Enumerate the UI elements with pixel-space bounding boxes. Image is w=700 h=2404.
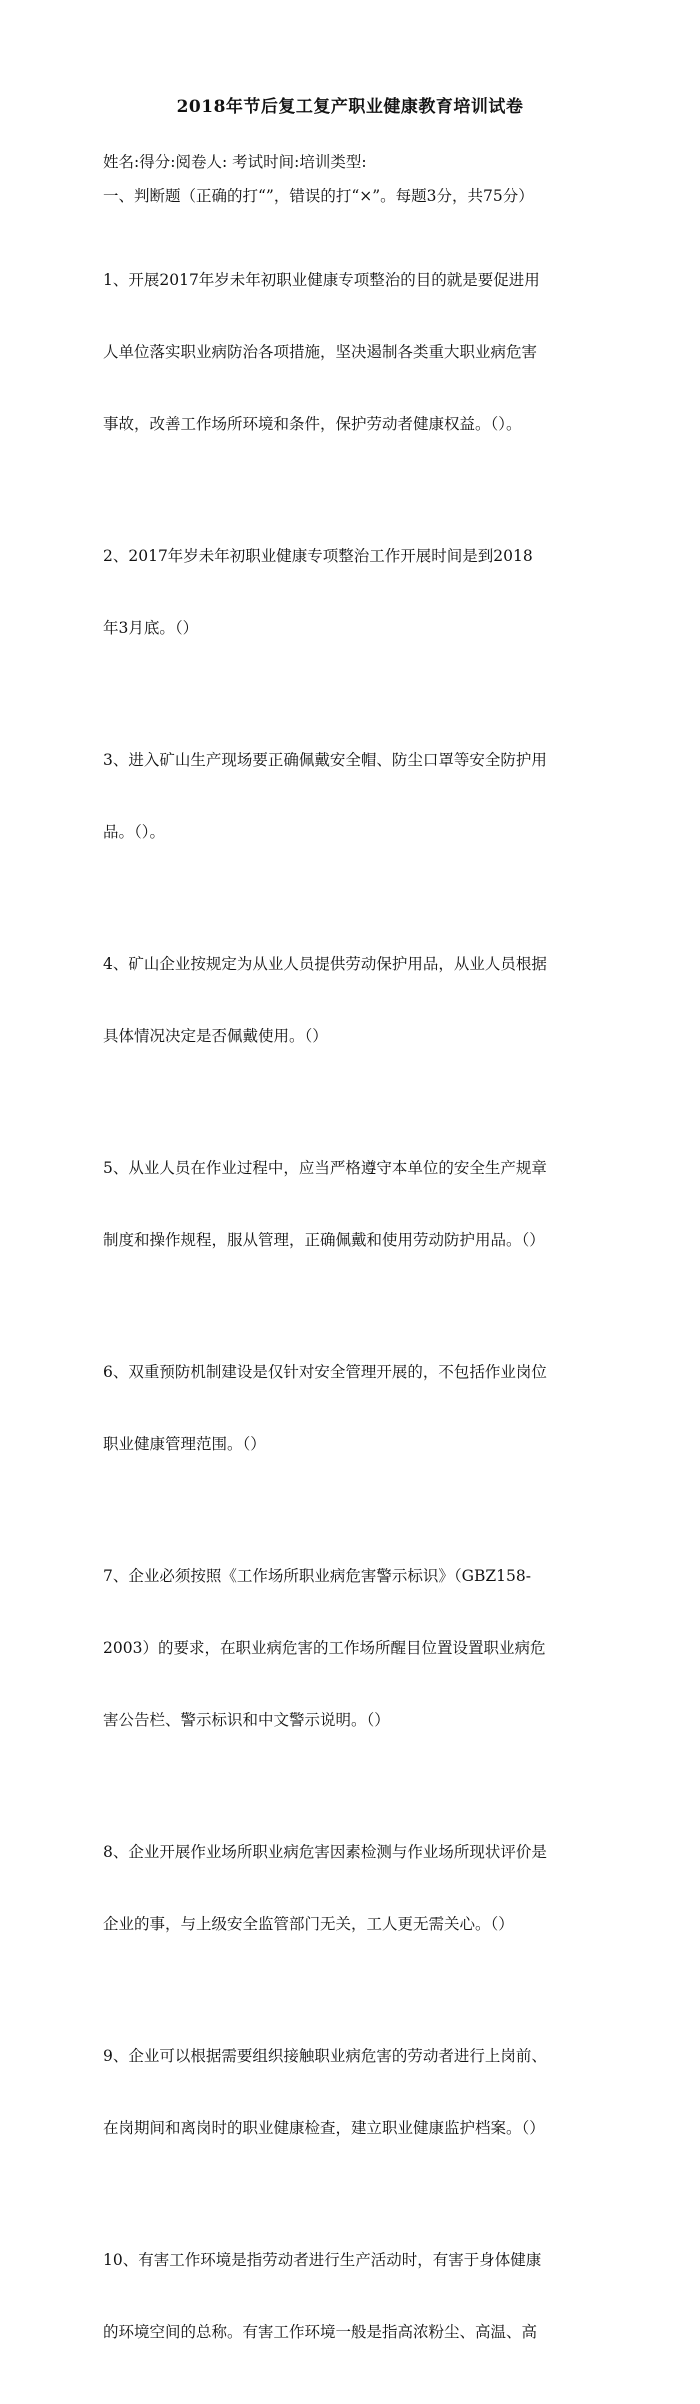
question-9 — [103, 1996, 613, 2188]
section-heading: 一、判断题（正确的打“”，错误的打“×”。每题3分，共75分） — [103, 187, 534, 205]
question-line: 2、2017年岁未年初职业健康专项整治工作开展时间是到2018 — [103, 547, 533, 565]
question-10 — [103, 2200, 613, 2392]
exam-info-line: 姓名:得分:阅卷人: 考试时间:培训类型: — [103, 153, 367, 171]
question-line: 职业健康管理范围。（） — [103, 1435, 266, 1453]
question-8 — [103, 1792, 613, 1984]
question-line: 7、企业必须按照《工作场所职业病危害警示标识》（GBZ158- — [103, 1567, 531, 1585]
question-7 — [103, 1516, 613, 1780]
question-line: 企业的事，与上级安全监管部门无关，工人更无需关心。（） — [103, 1915, 514, 1933]
document-body — [103, 150, 613, 2404]
question-line: 2003）的要求，在职业病危害的工作场所醒目位置设置职业病危 — [103, 1639, 546, 1657]
question-1 — [103, 220, 613, 484]
question-line: 6、双重预防机制建设是仅针对安全管理开展的，不包括作业岗位 — [103, 1363, 547, 1381]
question-line: 人单位落实职业病防治各项措施，坚决遏制各类重大职业病危害 — [103, 343, 538, 361]
question-line: 9、企业可以根据需要组织接触职业病危害的劳动者进行上岗前、 — [103, 2047, 547, 2065]
question-line: 4、矿山企业按规定为从业人员提供劳动保护用品，从业人员根据 — [103, 955, 547, 973]
question-line: 1、开展2017年岁未年初职业健康专项整治的目的就是要促进用 — [103, 271, 540, 289]
question-line: 10、有害工作环境是指劳动者进行生产活动时，有害于身体健康 — [103, 2251, 542, 2269]
question-line: 年3月底。（） — [103, 619, 199, 637]
question-line: 品。（）。 — [103, 823, 166, 841]
question-line: 的环境空间的总称。有害工作环境一般是指高浓粉尘、高温、高 — [103, 2323, 538, 2341]
document-title: 2018年节后复工复产职业健康教育培训试卷 — [176, 97, 524, 117]
question-2 — [103, 496, 613, 688]
question-line: 害公告栏、警示标识和中文警示说明。（） — [103, 1711, 390, 1729]
question-line: 8、企业开展作业场所职业病危害因素检测与作业场所现状评价是 — [103, 1843, 547, 1861]
question-line: 事故，改善工作场所环境和条件，保护劳动者健康权益。（）。 — [103, 415, 522, 433]
question-line: 3、进入矿山生产现场要正确佩戴安全帽、防尘口罩等安全防护用 — [103, 751, 547, 769]
question-line: 5、从业人员在作业过程中，应当严格遵守本单位的安全生产规章 — [103, 1159, 547, 1177]
question-line: 在岗期间和离岗时的职业健康检查，建立职业健康监护档案。（） — [103, 2119, 545, 2137]
question-line: 具体情况决定是否佩戴使用。（） — [103, 1027, 328, 1045]
question-line: 制度和操作规程，服从管理，正确佩戴和使用劳动防护用品。（） — [103, 1231, 545, 1249]
question-4 — [103, 904, 613, 1096]
question-6 — [103, 1312, 613, 1504]
question-3 — [103, 700, 613, 892]
question-5 — [103, 1108, 613, 1300]
